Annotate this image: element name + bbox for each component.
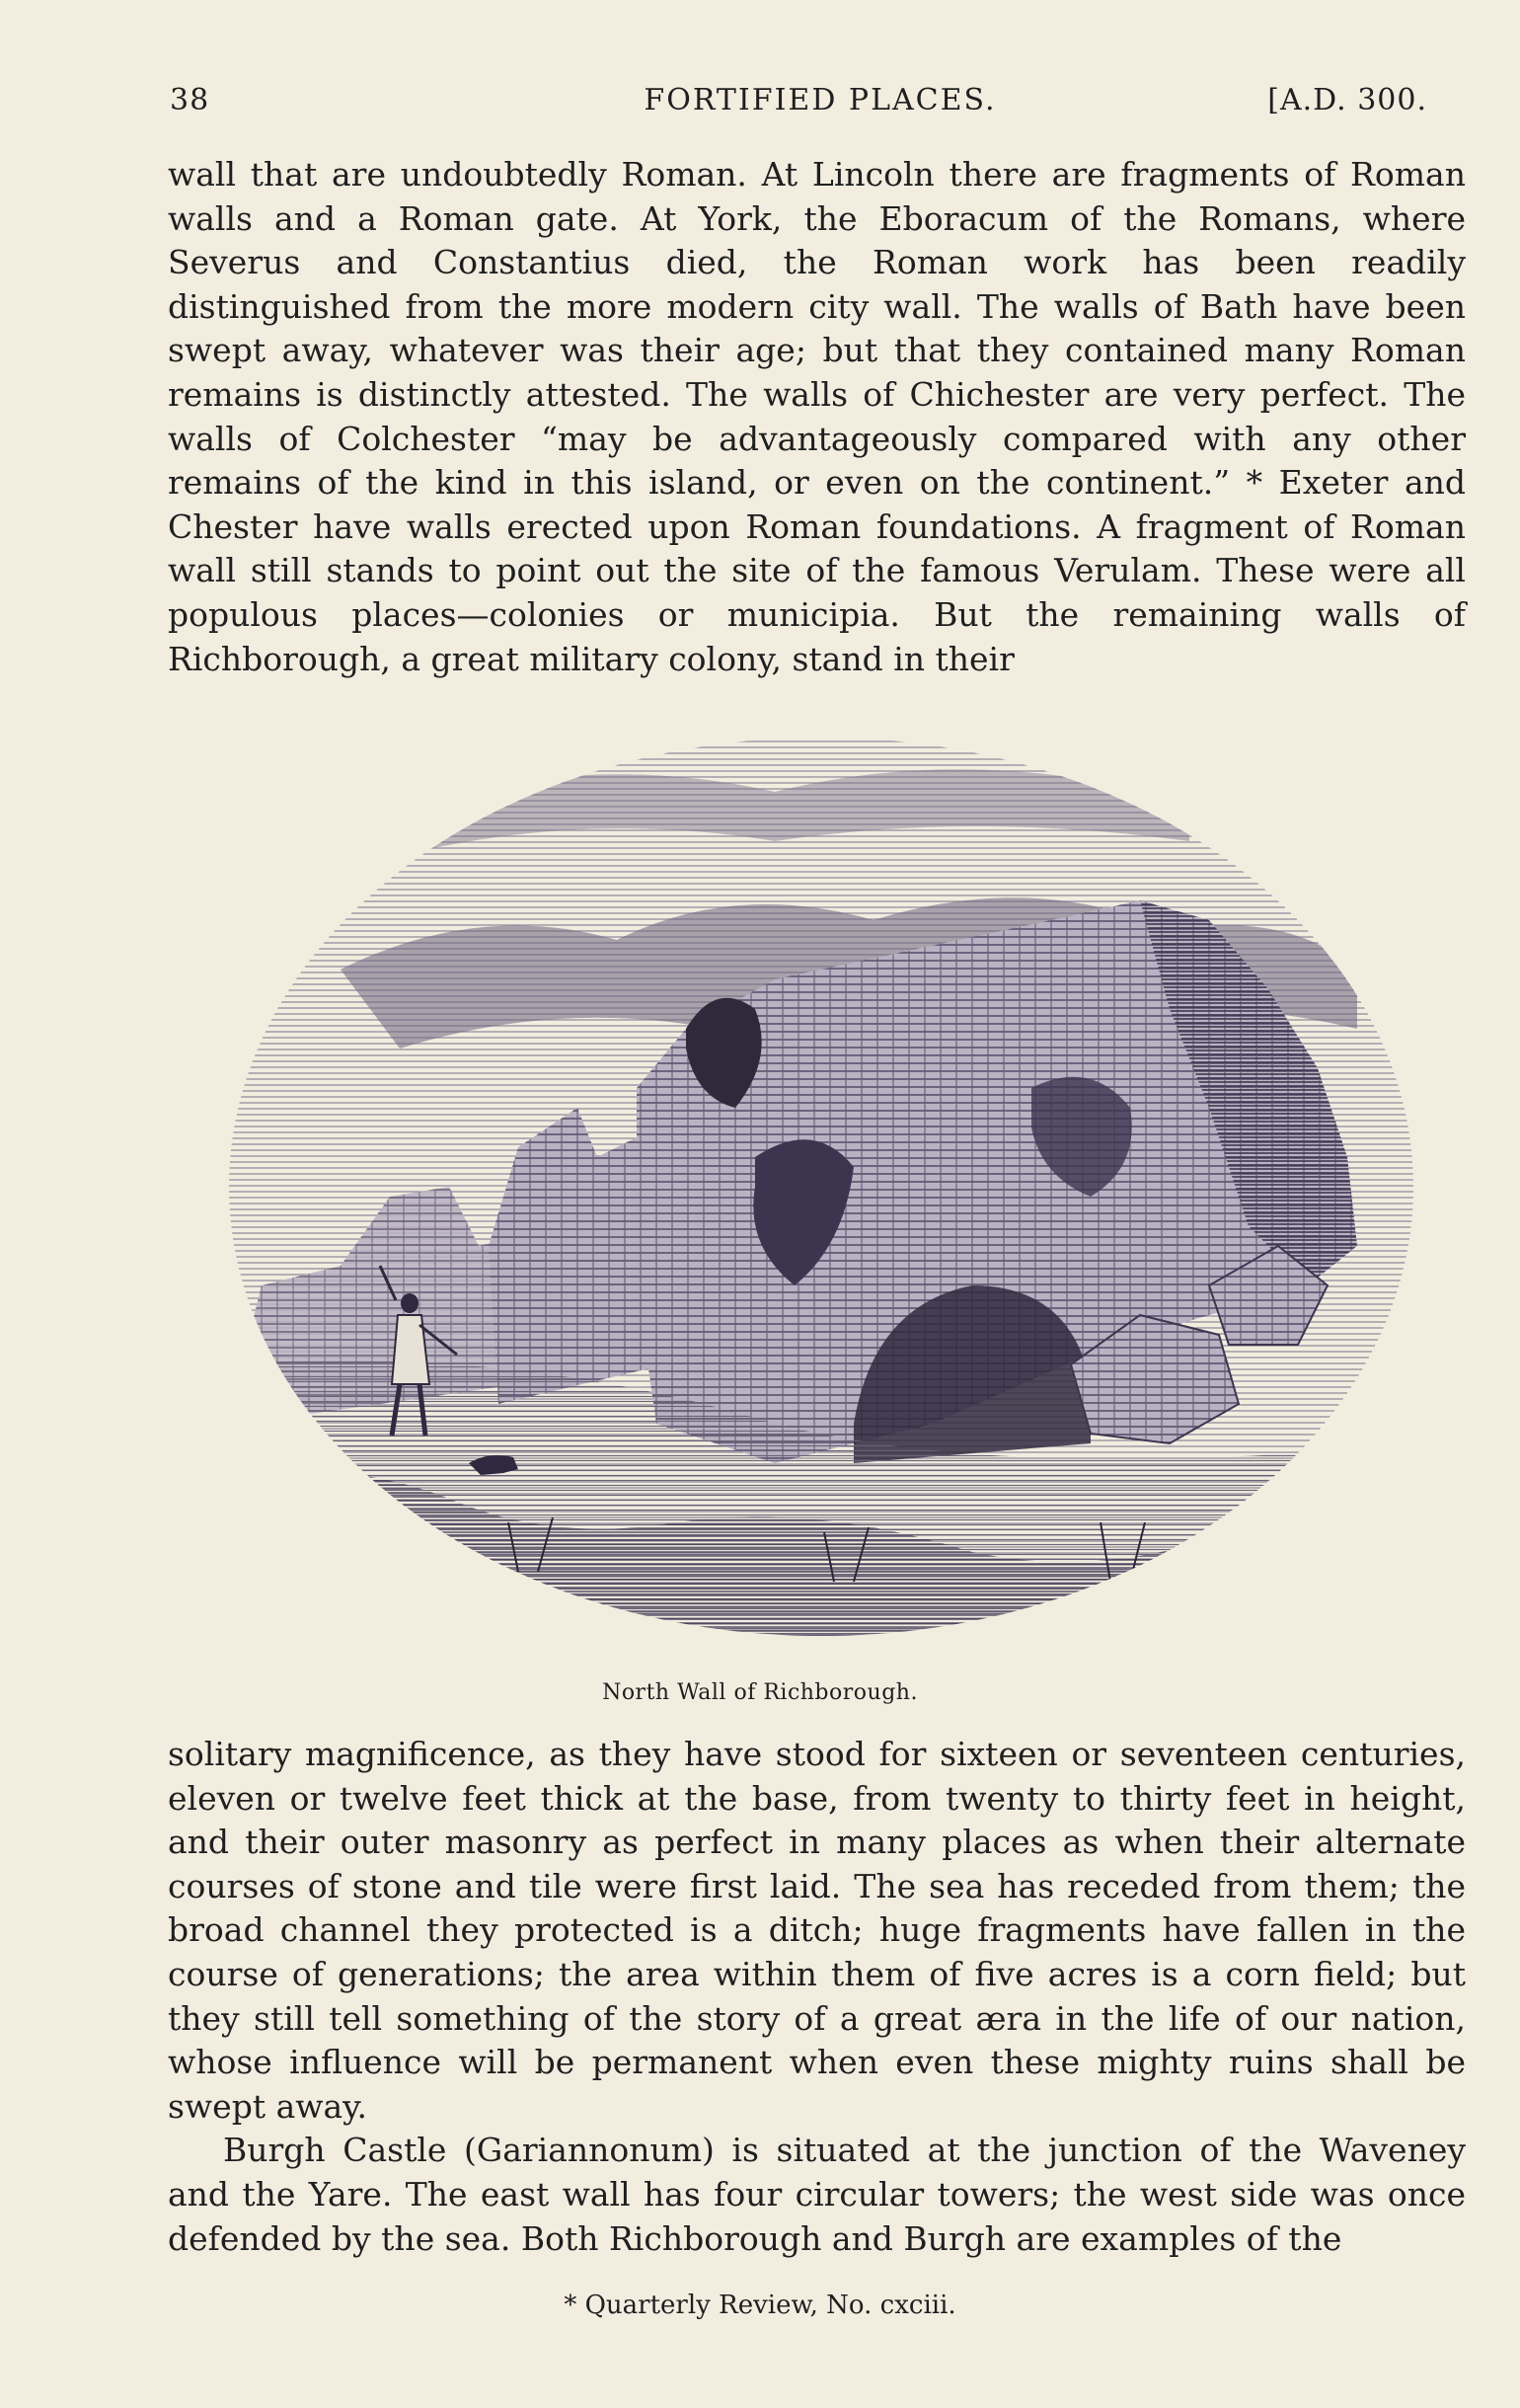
engraving-north-wall-richborough: [222, 733, 1421, 1641]
text-block-bottom: [168, 1733, 1466, 2261]
illustration-caption: North Wall of Richborough.: [602, 1680, 918, 1705]
page-number: 38: [170, 83, 210, 117]
running-header: [168, 83, 1473, 126]
paragraph-top: wall that are undoubtedly Roman. At Lincoln there are fragments of Roman walls and a Roman gate. At York, the Eboracum of the Romans, where Severus and Constantius died, the Roman work has been readily distinguished from the more modern city wall. The walls of Bath have been swept away, whatever was their age; but that they contained many Roman remains is distinctly attested. The walls of Chichester are very perfect. The walls of Colchester “may be advantageously compared with any other remains of the kind in this island, or even on the continent.” * Exeter and Chester have walls erected upon Roman foundations. A fragment of Roman wall still stands to point out the site of the famous Verulam. These were all populous places—colonies or municipia. But the remaining walls of Richborough, a great military colony, stand in their: [168, 155, 1466, 678]
paragraph-continued: solitary magnificence, as they have stood for sixteen or seventeen centuries, eleven or twelve feet thick at the base, from twenty to thirty feet in height, and their outer masonry as perfect in many places as when their alternate courses of stone and tile were first laid. The sea has receded from them; the broad channel they protected is a ditch; huge fragments have fallen in the course of generations; the area within them of five acres is a corn field; but they still tell something of the story of a great æra in the life of our nation, whose influence will be permanent when even these mighty ruins shall be swept away.: [168, 1735, 1466, 2126]
header-date: [A.D. 300.: [1267, 83, 1427, 117]
text-block-top: [168, 153, 1466, 681]
running-title: FORTIFIED PLACES.: [644, 83, 997, 117]
paragraph-burgh-castle: Burgh Castle (Gariannonum) is situated at the junction of the Waveney and the Yare. The east wall has four circular towers; the west side was once defended by the sea. Both Richborough and Burgh are examples of the: [168, 2131, 1466, 2258]
footnote: * Quarterly Review, No. cxciii.: [564, 2291, 956, 2320]
